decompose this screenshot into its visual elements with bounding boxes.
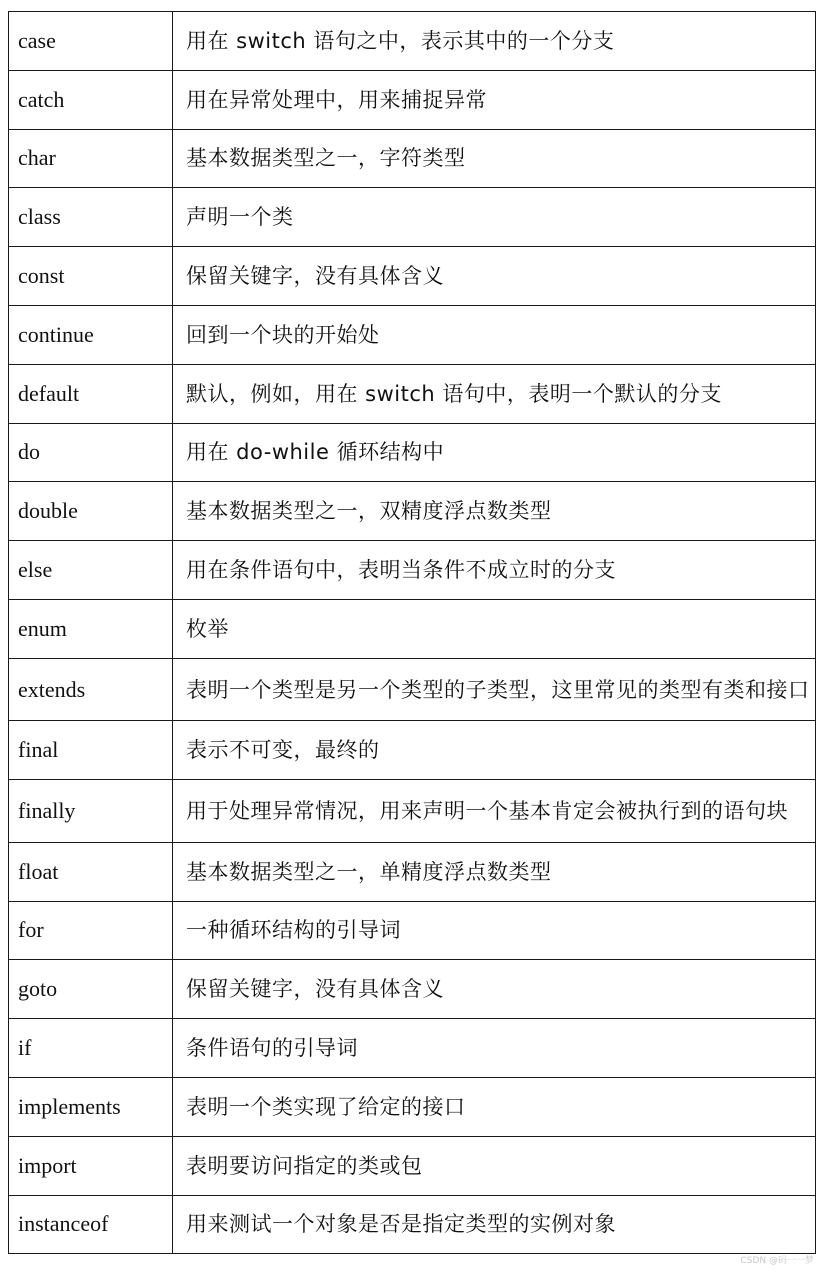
table-row <box>9 721 816 780</box>
keyword-cell: instanceof <box>9 1195 173 1254</box>
keyword-table <box>8 11 816 1254</box>
description-cell: 保留关键字，没有具体含义 <box>173 960 816 1019</box>
description-cell: 声明一个类 <box>173 188 816 247</box>
keyword-cell: final <box>9 721 173 780</box>
table-row <box>9 901 816 960</box>
table-row <box>9 842 816 901</box>
table-row <box>9 780 816 843</box>
description-cell: 基本数据类型之一，双精度浮点数类型 <box>173 482 816 541</box>
description-cell: 一种循环结构的引导词 <box>173 901 816 960</box>
description-cell: 用在 do-while 循环结构中 <box>173 423 816 482</box>
keyword-cell: for <box>9 901 173 960</box>
table-row <box>9 423 816 482</box>
table-row <box>9 129 816 188</box>
keyword-cell: implements <box>9 1077 173 1136</box>
description-cell: 回到一个块的开始处 <box>173 305 816 364</box>
description-cell: 保留关键字，没有具体含义 <box>173 247 816 306</box>
description-cell: 表明要访问指定的类或包 <box>173 1136 816 1195</box>
description-cell: 默认，例如，用在 switch 语句中，表明一个默认的分支 <box>173 364 816 423</box>
keyword-cell: finally <box>9 780 173 843</box>
description-cell: 用来测试一个对象是否是指定类型的实例对象 <box>173 1195 816 1254</box>
description-cell: 用于处理异常情况，用来声明一个基本肯定会被执行到的语句块 <box>173 780 816 843</box>
table-row <box>9 482 816 541</box>
keyword-cell: const <box>9 247 173 306</box>
table-row <box>9 305 816 364</box>
description-cell: 基本数据类型之一，单精度浮点数类型 <box>173 842 816 901</box>
table-row <box>9 1019 816 1078</box>
description-cell: 条件语句的引导词 <box>173 1019 816 1078</box>
keyword-cell: continue <box>9 305 173 364</box>
table-row <box>9 247 816 306</box>
description-cell: 用在 switch 语句之中，表示其中的一个分支 <box>173 12 816 71</box>
table-row <box>9 1077 816 1136</box>
keyword-cell: else <box>9 541 173 600</box>
table-row <box>9 70 816 129</box>
table-row <box>9 364 816 423</box>
table-row <box>9 541 816 600</box>
keyword-cell: do <box>9 423 173 482</box>
keyword-cell: case <box>9 12 173 71</box>
keyword-cell: double <box>9 482 173 541</box>
description-cell: 基本数据类型之一，字符类型 <box>173 129 816 188</box>
keyword-cell: catch <box>9 70 173 129</box>
keyword-cell: goto <box>9 960 173 1019</box>
table-row <box>9 1195 816 1254</box>
description-cell: 枚举 <box>173 599 816 658</box>
keyword-cell: default <box>9 364 173 423</box>
description-cell: 用在异常处理中，用来捕捉异常 <box>173 70 816 129</box>
table-row <box>9 1136 816 1195</box>
keyword-cell: class <box>9 188 173 247</box>
watermark: CSDN @码一一梦 <box>740 1256 814 1266</box>
keyword-cell: extends <box>9 658 173 721</box>
description-cell: 表示不可变，最终的 <box>173 721 816 780</box>
table-row <box>9 960 816 1019</box>
table-row <box>9 12 816 71</box>
description-cell: 表明一个类型是另一个类型的子类型，这里常见的类型有类和接口 <box>173 658 816 721</box>
keyword-cell: float <box>9 842 173 901</box>
keyword-cell: enum <box>9 599 173 658</box>
description-cell: 表明一个类实现了给定的接口 <box>173 1077 816 1136</box>
table-row <box>9 188 816 247</box>
description-cell: 用在条件语句中，表明当条件不成立时的分支 <box>173 541 816 600</box>
keyword-cell: import <box>9 1136 173 1195</box>
keyword-cell: char <box>9 129 173 188</box>
keyword-cell: if <box>9 1019 173 1078</box>
table-row <box>9 599 816 658</box>
table-row <box>9 658 816 721</box>
